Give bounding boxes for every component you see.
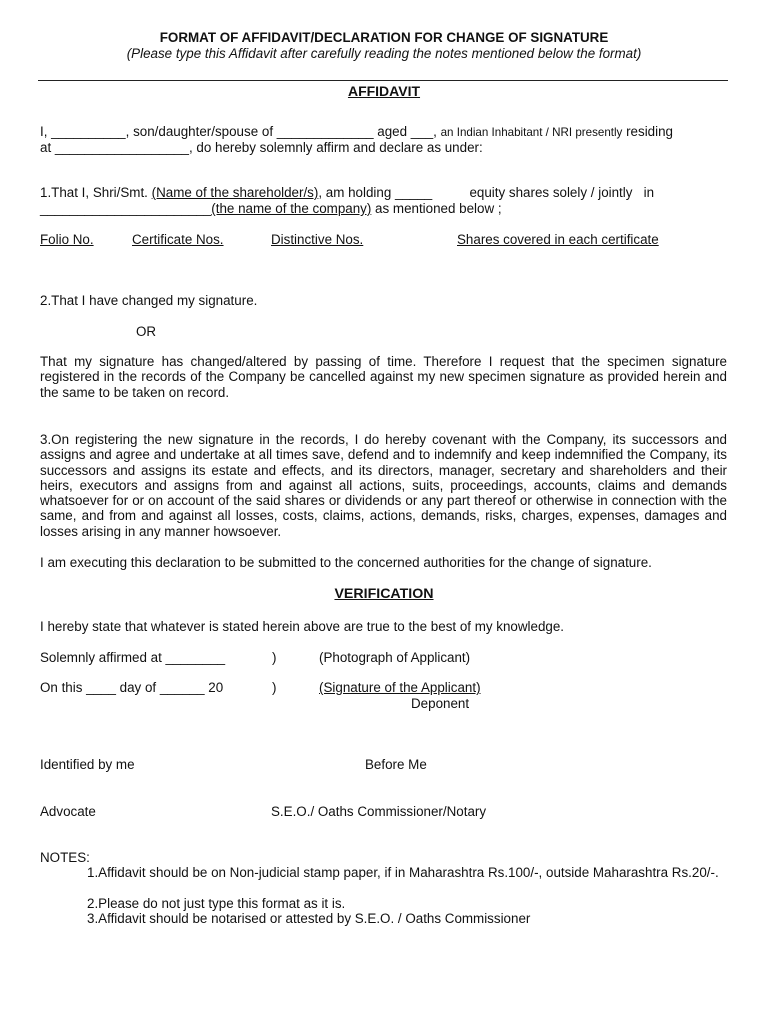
verification-heading: VERIFICATION — [334, 586, 434, 602]
document-title: FORMAT OF AFFIDAVIT/DECLARATION FOR CHANGE OF SIGNATURE — [159, 30, 609, 45]
notes-heading: NOTES: — [40, 850, 90, 865]
signature-label: (Signature of the Applicant) — [319, 680, 481, 695]
header-divider — [38, 80, 728, 81]
clause-1-suffix: as mentioned below ; — [371, 201, 502, 216]
verification-statement: I hereby state that whatever is stated herein above are true to the best of my knowledge. — [40, 619, 565, 634]
header-folio-no: Folio No. — [40, 232, 94, 247]
note-3: 3.Affidavit should be notarised or attested by S.E.O. / Oaths Commissioner — [87, 911, 531, 926]
document-subtitle: (Please type this Affidavit after carefully reading the notes mentioned below the format) — [126, 46, 642, 61]
header-distinctive-nos: Distinctive Nos. — [271, 232, 364, 247]
intro-small-text: an Indian Inhabitant / NRI presently — [440, 126, 623, 139]
paren-2: ) — [272, 680, 277, 695]
executing-statement: I am executing this declaration to be submitted to the concerned authorities for the change of signature. — [40, 555, 652, 570]
intro-text: I, __________, son/daughter/spouse of _____________ aged ___, — [40, 124, 437, 139]
clause-1-line-1 — [40, 185, 654, 200]
clause-2-alternative: That my signature has changed/altered by passing of time. Therefore I request that the specimen signature registered in the records of the Company be cancelled against my new specimen signature as provided herein and the same to be taken on record. — [40, 354, 727, 400]
clause-2-or: OR — [136, 324, 157, 339]
affidavit-heading: AFFIDAVIT — [347, 83, 421, 99]
clause-1-middle: , am holding _____ equity shares solely / jointly in — [318, 185, 655, 200]
identified-by-me: Identified by me — [40, 757, 135, 772]
solemnly-affirmed-at: Solemnly affirmed at ________ — [40, 650, 226, 665]
header-certificate-nos: Certificate Nos. — [132, 232, 224, 247]
commissioner-label: S.E.O./ Oaths Commissioner/Notary — [271, 804, 487, 819]
clause-3-text: 3.On registering the new signature in the records, I do hereby covenant with the Company, its successors and assigns and agree and undertake at all times save, defend and to indemnify and keep indemnified the Company, its successors and assigns its estate and effects, and its directors, manager, secretary and shareholders and their heirs, executors and assigns from and against all actions, suits, proceedings, accounts, claims and demands whatsoever for or on account of the said shares or dividends or any part thereof or otherwise in connection with the same, and from and against all losses, costs, claims, actions, demands, risks, charges, expenses, damages and losses arising in any manner howsoever. — [40, 432, 727, 539]
company-name-ref: (the name of the company) — [211, 201, 372, 216]
header-shares-covered: Shares covered in each certificate — [457, 232, 659, 247]
before-me: Before Me — [365, 757, 427, 772]
clause-1-prefix: 1.That I, Shri/Smt. — [40, 185, 152, 200]
deponent-label: Deponent — [411, 696, 470, 711]
note-1: 1.Affidavit should be on Non-judicial stamp paper, if in Maharashtra Rs.100/-, outside Maharashtra Rs.20/-. — [87, 865, 719, 880]
advocate-label: Advocate — [40, 804, 96, 819]
intro-residing: residing — [626, 124, 673, 139]
note-2: 2.Please do not just type this format as it is. — [87, 896, 346, 911]
paren-1: ) — [272, 650, 277, 665]
intro-line-2: at __________________, do hereby solemnly affirm and declare as under: — [40, 140, 483, 155]
clause-2-text: 2.That I have changed my signature. — [40, 293, 258, 308]
clause-1-line-2 — [40, 201, 502, 216]
intro-line-1 — [40, 124, 727, 140]
company-blank: _______________________ — [40, 201, 212, 216]
photograph-label: (Photograph of Applicant) — [319, 650, 471, 665]
shareholder-name-ref: (Name of the shareholder/s) — [151, 185, 319, 200]
on-this-day: On this ____ day of ______ 20 — [40, 680, 224, 695]
